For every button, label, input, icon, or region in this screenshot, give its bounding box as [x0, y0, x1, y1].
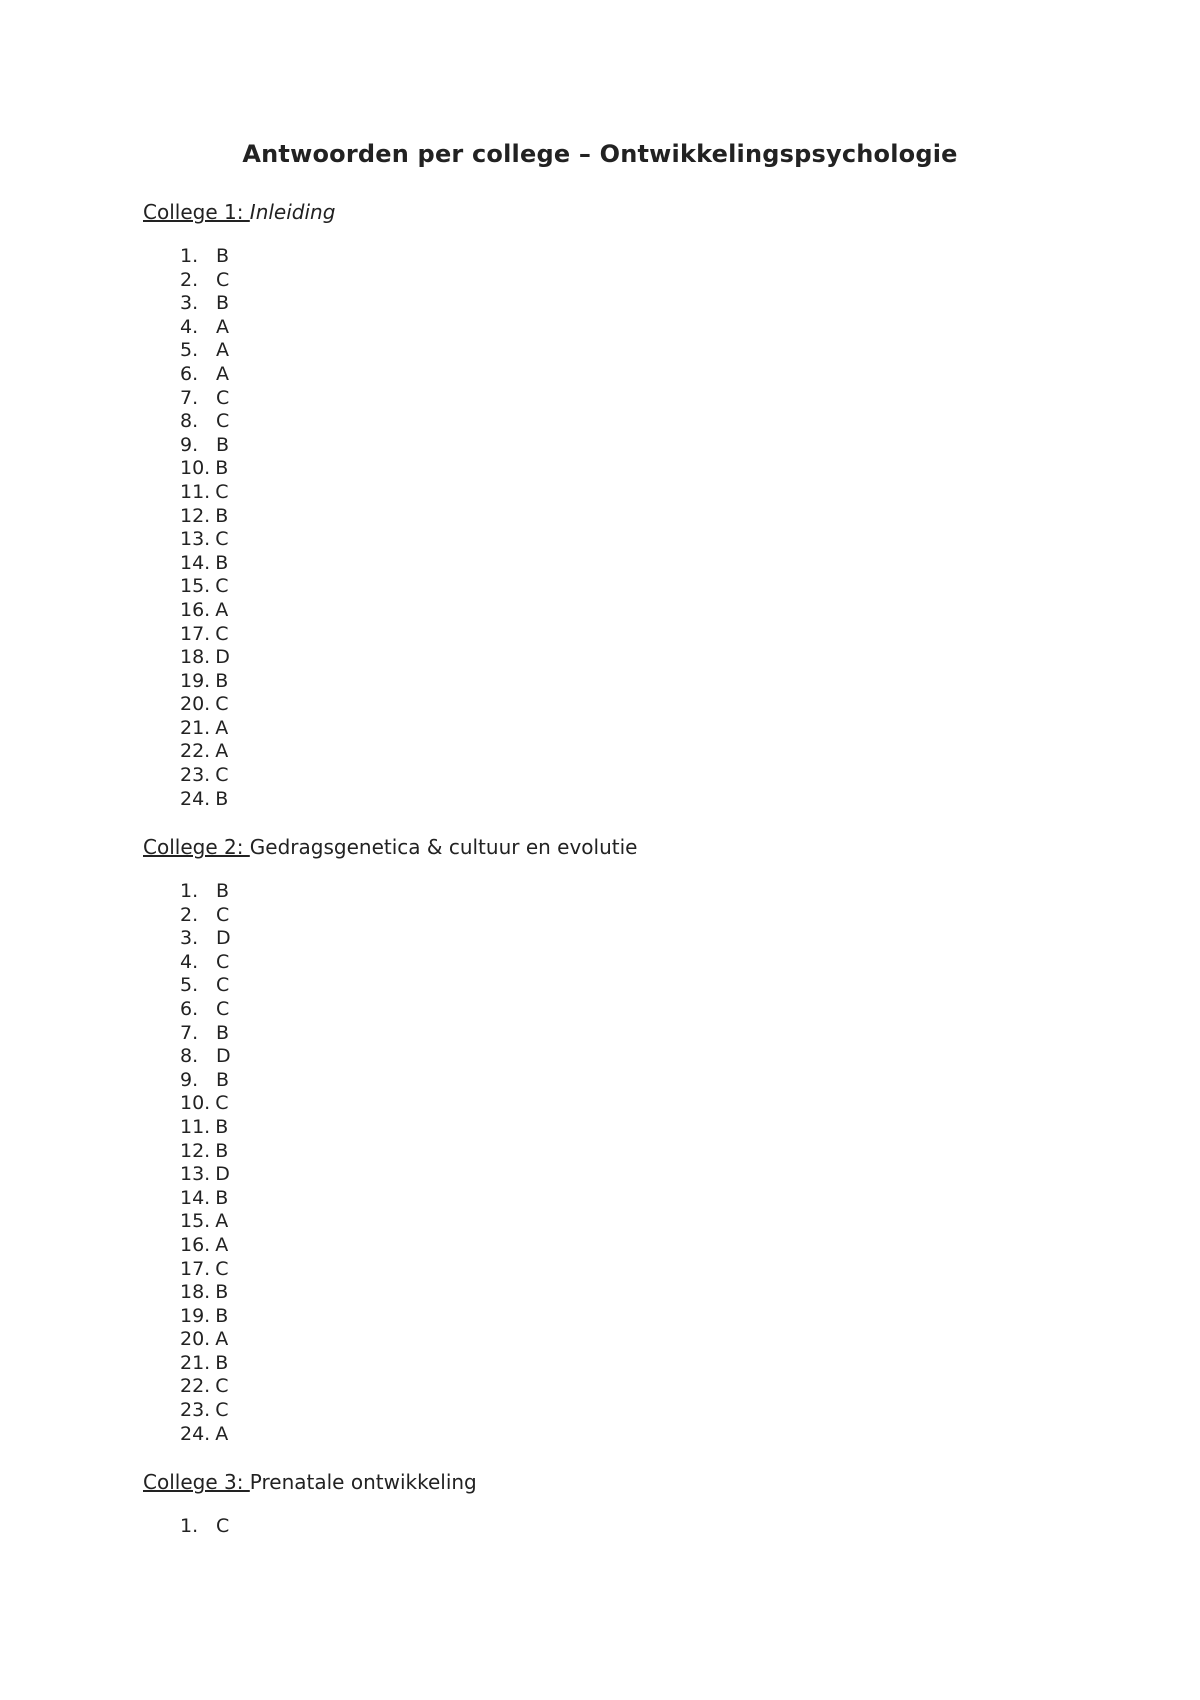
answer-letter: B [216, 880, 230, 902]
answer-letter: C [216, 950, 230, 973]
answer-item [143, 717, 1043, 741]
answer-item [143, 764, 1043, 788]
answer-letter: D [216, 1045, 231, 1068]
answer-item [143, 927, 1043, 951]
answer-number: 19. [180, 1304, 211, 1327]
answer-number: 4. [180, 950, 199, 973]
answer-item [143, 457, 1043, 481]
answer-number: 16. [180, 598, 211, 621]
answer-item [143, 1045, 1043, 1069]
answer-letter: B [216, 245, 230, 267]
answer-letter: B [216, 1021, 230, 1044]
answer-number: 6. [180, 997, 199, 1020]
answer-number: 7. [180, 1021, 199, 1044]
answer-item [143, 269, 1043, 293]
answer-number: 10. [180, 457, 211, 480]
section-heading [143, 199, 1043, 225]
answer-letter: A [215, 716, 229, 739]
answer-letter: A [216, 362, 229, 385]
answer-item [143, 1328, 1043, 1352]
answer-item [143, 1399, 1043, 1423]
answer-number: 2. [180, 268, 199, 291]
answer-item [143, 951, 1043, 975]
answer-item [143, 575, 1043, 599]
answer-number: 20. [180, 693, 211, 716]
answer-item [143, 387, 1043, 411]
answer-number: 22. [180, 740, 211, 763]
answer-letter: C [215, 693, 229, 716]
answer-item [143, 1140, 1043, 1164]
answer-letter: C [215, 480, 229, 503]
answer-number: 12. [180, 1139, 211, 1162]
answer-item [143, 1281, 1043, 1305]
answer-number: 8. [180, 1045, 199, 1068]
section-heading-title: Prenatale ontwikkeling [249, 1470, 477, 1494]
section-heading-prefix: College 2: [143, 835, 250, 859]
answer-number: 12. [180, 504, 211, 527]
answer-letter: A [215, 598, 229, 621]
answer-number: 20. [180, 1328, 211, 1351]
answer-item [143, 528, 1043, 552]
answer-number: 13. [180, 1163, 211, 1186]
answer-letter: B [215, 1304, 229, 1327]
answer-item [143, 410, 1043, 434]
answer-number: 7. [180, 386, 199, 409]
answer-number: 3. [180, 292, 199, 315]
answer-list [143, 1515, 1043, 1539]
answer-number: 9. [180, 433, 199, 456]
answer-number: 11. [180, 1115, 211, 1138]
answer-letter: A [216, 339, 229, 362]
answer-letter: C [216, 903, 230, 926]
answer-item [143, 1234, 1043, 1258]
answer-letter: C [215, 622, 229, 645]
answer-letter: C [215, 528, 229, 551]
answer-letter: C [216, 974, 230, 997]
answer-letter: B [216, 433, 230, 456]
answer-number: 9. [180, 1068, 199, 1091]
answer-item [143, 1163, 1043, 1187]
answer-letter: B [215, 1115, 229, 1138]
answer-item [143, 316, 1043, 340]
answer-number: 18. [180, 1281, 211, 1304]
answer-number: 23. [180, 764, 211, 787]
answer-item [143, 434, 1043, 458]
answer-letter: C [215, 1257, 229, 1280]
answer-letter: B [215, 1139, 229, 1162]
answer-number: 1. [180, 880, 199, 902]
answer-letter: B [215, 787, 229, 810]
answer-number: 2. [180, 903, 199, 926]
answer-item [143, 1423, 1043, 1447]
answer-letter: B [215, 1281, 229, 1304]
answer-list [143, 245, 1043, 811]
answer-letter: A [215, 1328, 229, 1351]
college-section [143, 834, 1043, 1446]
section-heading-prefix: College 3: [143, 1470, 250, 1494]
section-heading [143, 834, 1043, 860]
section-heading-prefix: College 1: [143, 200, 250, 224]
answer-item [143, 1116, 1043, 1140]
answer-number: 21. [180, 716, 211, 739]
answer-item [143, 1092, 1043, 1116]
answer-item [143, 481, 1043, 505]
college-section [143, 1469, 1043, 1539]
section-heading-title: Gedragsgenetica & cultuur en evolutie [249, 835, 638, 859]
section-heading [143, 1469, 1043, 1495]
answer-item [143, 292, 1043, 316]
answer-number: 5. [180, 974, 199, 997]
answer-item [143, 1515, 1043, 1539]
answer-letter: B [215, 669, 229, 692]
answer-item [143, 788, 1043, 812]
answer-number: 17. [180, 1257, 211, 1280]
answer-item [143, 880, 1043, 904]
answer-item [143, 505, 1043, 529]
answer-item [143, 1352, 1043, 1376]
answer-number: 1. [180, 1515, 199, 1537]
answer-item [143, 1375, 1043, 1399]
answer-number: 6. [180, 362, 199, 385]
answer-letter: B [215, 1186, 229, 1209]
answer-number: 23. [180, 1399, 211, 1422]
answer-number: 8. [180, 410, 199, 433]
answer-item [143, 998, 1043, 1022]
answer-number: 15. [180, 1210, 211, 1233]
answer-item [143, 1069, 1043, 1093]
answer-item [143, 974, 1043, 998]
answer-item [143, 646, 1043, 670]
answer-item [143, 623, 1043, 647]
answer-number: 24. [180, 787, 211, 810]
answer-letter: C [216, 386, 230, 409]
answer-item [143, 339, 1043, 363]
answer-number: 19. [180, 669, 211, 692]
answer-letter: C [215, 1399, 229, 1422]
answer-number: 16. [180, 1233, 211, 1256]
answer-letter: D [215, 1163, 230, 1186]
answer-number: 21. [180, 1351, 211, 1374]
answer-letter: C [216, 997, 230, 1020]
answer-letter: B [215, 457, 229, 480]
answer-letter: C [216, 410, 230, 433]
answer-item [143, 1305, 1043, 1329]
answer-item [143, 245, 1043, 269]
answer-number: 17. [180, 622, 211, 645]
answer-number: 18. [180, 646, 211, 669]
answer-item [143, 363, 1043, 387]
answer-item [143, 904, 1043, 928]
answer-number: 5. [180, 339, 199, 362]
answer-letter: B [215, 504, 229, 527]
answer-letter: C [216, 1515, 230, 1537]
answer-letter: C [215, 1375, 229, 1398]
answer-letter: D [216, 927, 231, 950]
answer-letter: C [215, 1092, 229, 1115]
answer-number: 1. [180, 245, 199, 267]
answer-letter: C [215, 575, 229, 598]
answer-item [143, 1022, 1043, 1046]
answer-item [143, 599, 1043, 623]
answer-letter: D [215, 646, 230, 669]
answer-letter: B [216, 292, 230, 315]
answer-letter: A [215, 1422, 229, 1445]
answer-number: 24. [180, 1422, 211, 1445]
answer-number: 15. [180, 575, 211, 598]
answer-number: 4. [180, 315, 199, 338]
answer-item [143, 670, 1043, 694]
answer-item [143, 1187, 1043, 1211]
answer-letter: C [215, 764, 229, 787]
answer-letter: B [216, 1068, 230, 1091]
answer-letter: A [216, 315, 229, 338]
answer-number: 13. [180, 528, 211, 551]
answer-letter: A [215, 1233, 229, 1256]
answer-item [143, 1258, 1043, 1282]
answer-letter: B [215, 551, 229, 574]
answer-letter: A [215, 740, 229, 763]
answer-item [143, 552, 1043, 576]
answer-number: 11. [180, 480, 211, 503]
answer-item [143, 740, 1043, 764]
document-title: Antwoorden per college – Ontwikkelingspsychologie [242, 140, 958, 168]
answer-letter: A [215, 1210, 229, 1233]
answer-item [143, 1210, 1043, 1234]
answer-item [143, 693, 1043, 717]
answer-letter: B [215, 1351, 229, 1374]
college-section [143, 199, 1043, 811]
answer-number: 14. [180, 1186, 211, 1209]
answer-letter: C [216, 268, 230, 291]
answer-list [143, 880, 1043, 1446]
answer-number: 14. [180, 551, 211, 574]
section-heading-title: Inleiding [249, 200, 336, 224]
answer-number: 10. [180, 1092, 211, 1115]
answer-number: 22. [180, 1375, 211, 1398]
answer-number: 3. [180, 927, 199, 950]
